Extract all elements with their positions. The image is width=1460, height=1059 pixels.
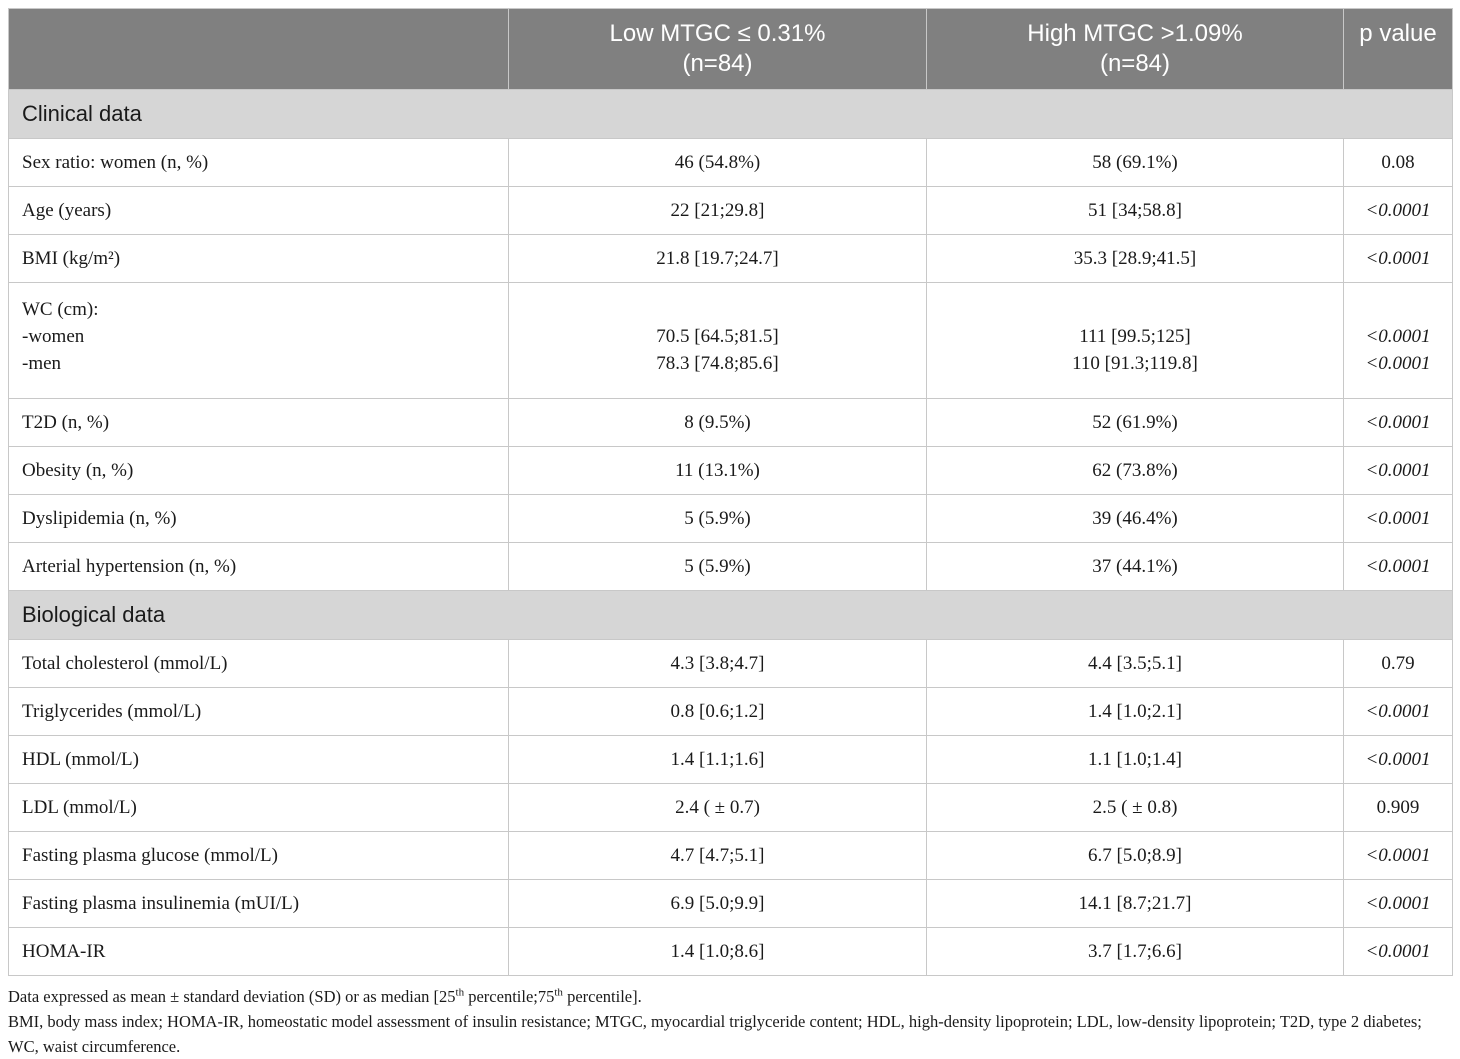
- wc-men-label: -men: [22, 353, 62, 374]
- section-row-clinical: [9, 90, 1453, 139]
- p-value: <0.0001: [1344, 495, 1453, 543]
- high-mtgc-value: 58 (69.1%): [927, 139, 1344, 187]
- table-row: [9, 832, 1453, 880]
- footnote-sup-1: th: [455, 986, 465, 999]
- row-label: Obesity (n, %): [9, 447, 509, 495]
- header-low-mtgc-title: Low MTGC ≤ 0.31%: [609, 20, 826, 47]
- table-row: [9, 447, 1453, 495]
- header-empty-cell: [9, 9, 509, 90]
- row-label: BMI (kg/m²): [9, 235, 509, 283]
- table-row: [9, 640, 1453, 688]
- footnote-sup-2: th: [554, 986, 563, 999]
- table-container: [8, 8, 1452, 1059]
- data-table: [8, 8, 1453, 976]
- wc-women-p-value: <0.0001: [1365, 326, 1431, 347]
- wc-men-high-value: 110 [91.3;119.8]: [1072, 353, 1198, 374]
- section-row-biological: [9, 591, 1453, 640]
- footnote-text-c: percentile].: [562, 987, 642, 1006]
- wc-women-low-value: 70.5 [64.5;81.5]: [656, 326, 779, 347]
- row-label: HOMA-IR: [9, 928, 509, 976]
- p-value: <0.0001: [1344, 187, 1453, 235]
- high-mtgc-value: 1.4 [1.0;2.1]: [927, 688, 1344, 736]
- low-mtgc-value: 2.4 ( ± 0.7): [509, 784, 927, 832]
- row-label: HDL (mmol/L): [9, 736, 509, 784]
- table-row: [9, 736, 1453, 784]
- p-value: <0.0001: [1344, 399, 1453, 447]
- table-row: [9, 495, 1453, 543]
- header-high-mtgc-n: (n=84): [1099, 50, 1171, 77]
- table-row: [9, 880, 1453, 928]
- row-label: Fasting plasma insulinemia (mUI/L): [9, 880, 509, 928]
- header-low-mtgc-n: (n=84): [682, 50, 753, 77]
- low-mtgc-value: 46 (54.8%): [509, 139, 927, 187]
- wc-low-cell: [509, 283, 927, 399]
- high-mtgc-value: 4.4 [3.5;5.1]: [927, 640, 1344, 688]
- row-label: T2D (n, %): [9, 399, 509, 447]
- p-value: <0.0001: [1344, 880, 1453, 928]
- p-value: 0.79: [1344, 640, 1453, 688]
- high-mtgc-value: 2.5 ( ± 0.8): [927, 784, 1344, 832]
- p-value: <0.0001: [1344, 736, 1453, 784]
- wc-high-cell: [927, 283, 1344, 399]
- p-value: <0.0001: [1344, 447, 1453, 495]
- wc-women-high-value: 111 [99.5;125]: [1079, 326, 1191, 347]
- low-mtgc-value: 1.4 [1.1;1.6]: [509, 736, 927, 784]
- section-title-clinical: Clinical data: [9, 90, 1453, 139]
- p-value: <0.0001: [1344, 688, 1453, 736]
- row-label: LDL (mmol/L): [9, 784, 509, 832]
- wc-women-label: -women: [22, 326, 85, 347]
- high-mtgc-value: 14.1 [8.7;21.7]: [927, 880, 1344, 928]
- footnote-data-expression: [8, 984, 1452, 1009]
- table-row-waist-circumference: [9, 283, 1453, 399]
- table-row: [9, 139, 1453, 187]
- low-mtgc-value: 5 (5.9%): [509, 543, 927, 591]
- table-row: [9, 784, 1453, 832]
- low-mtgc-value: 21.8 [19.7;24.7]: [509, 235, 927, 283]
- wc-label-cell: [9, 283, 509, 399]
- low-mtgc-value: 11 (13.1%): [509, 447, 927, 495]
- low-mtgc-value: 4.3 [3.8;4.7]: [509, 640, 927, 688]
- high-mtgc-value: 52 (61.9%): [927, 399, 1344, 447]
- low-mtgc-value: 4.7 [4.7;5.1]: [509, 832, 927, 880]
- low-mtgc-value: 5 (5.9%): [509, 495, 927, 543]
- header-p-value: p value: [1344, 9, 1453, 90]
- wc-men-p-value: <0.0001: [1365, 353, 1431, 374]
- header-low-mtgc: [509, 9, 927, 90]
- table-row: [9, 187, 1453, 235]
- row-label: Sex ratio: women (n, %): [9, 139, 509, 187]
- low-mtgc-value: 6.9 [5.0;9.9]: [509, 880, 927, 928]
- wc-label: WC (cm):: [22, 299, 99, 320]
- high-mtgc-value: 6.7 [5.0;8.9]: [927, 832, 1344, 880]
- low-mtgc-value: 8 (9.5%): [509, 399, 927, 447]
- p-value: <0.0001: [1344, 543, 1453, 591]
- row-label: Arterial hypertension (n, %): [9, 543, 509, 591]
- footnote-text-b: percentile;75: [464, 987, 555, 1006]
- p-value: 0.08: [1344, 139, 1453, 187]
- row-label: Age (years): [9, 187, 509, 235]
- high-mtgc-value: 39 (46.4%): [927, 495, 1344, 543]
- table-footnotes: [8, 984, 1452, 1059]
- row-label: Triglycerides (mmol/L): [9, 688, 509, 736]
- section-title-biological: Biological data: [9, 591, 1453, 640]
- p-value: <0.0001: [1344, 928, 1453, 976]
- high-mtgc-value: 62 (73.8%): [927, 447, 1344, 495]
- table-row: [9, 688, 1453, 736]
- header-high-mtgc: [927, 9, 1344, 90]
- high-mtgc-value: 1.1 [1.0;1.4]: [927, 736, 1344, 784]
- high-mtgc-value: 35.3 [28.9;41.5]: [927, 235, 1344, 283]
- high-mtgc-value: 37 (44.1%): [927, 543, 1344, 591]
- table-row: [9, 928, 1453, 976]
- footnote-text-a: Data expressed as mean ± standard deviation (SD) or as median [25: [8, 987, 456, 1006]
- low-mtgc-value: 1.4 [1.0;8.6]: [509, 928, 927, 976]
- row-label: Fasting plasma glucose (mmol/L): [9, 832, 509, 880]
- low-mtgc-value: 0.8 [0.6;1.2]: [509, 688, 927, 736]
- wc-p-cell: [1344, 283, 1453, 399]
- table-row: [9, 399, 1453, 447]
- header-high-mtgc-title: High MTGC >1.09%: [1027, 20, 1243, 47]
- high-mtgc-value: 3.7 [1.7;6.6]: [927, 928, 1344, 976]
- p-value: <0.0001: [1344, 832, 1453, 880]
- wc-men-low-value: 78.3 [74.8;85.6]: [656, 353, 779, 374]
- low-mtgc-value: 22 [21;29.8]: [509, 187, 927, 235]
- high-mtgc-value: 51 [34;58.8]: [927, 187, 1344, 235]
- header-row: [9, 9, 1453, 90]
- row-label: Dyslipidemia (n, %): [9, 495, 509, 543]
- row-label: Total cholesterol (mmol/L): [9, 640, 509, 688]
- p-value: <0.0001: [1344, 235, 1453, 283]
- table-row: [9, 235, 1453, 283]
- table-row: [9, 543, 1453, 591]
- footnote-abbreviations: BMI, body mass index; HOMA-IR, homeostatic model assessment of insulin resistance; MTGC, myocardial triglyceride content; HDL, high-density lipoprotein; LDL, low-density lipoprotein; T2D, type 2 diabetes; WC, waist circumference.: [8, 1012, 1422, 1056]
- p-value: 0.909: [1344, 784, 1453, 832]
